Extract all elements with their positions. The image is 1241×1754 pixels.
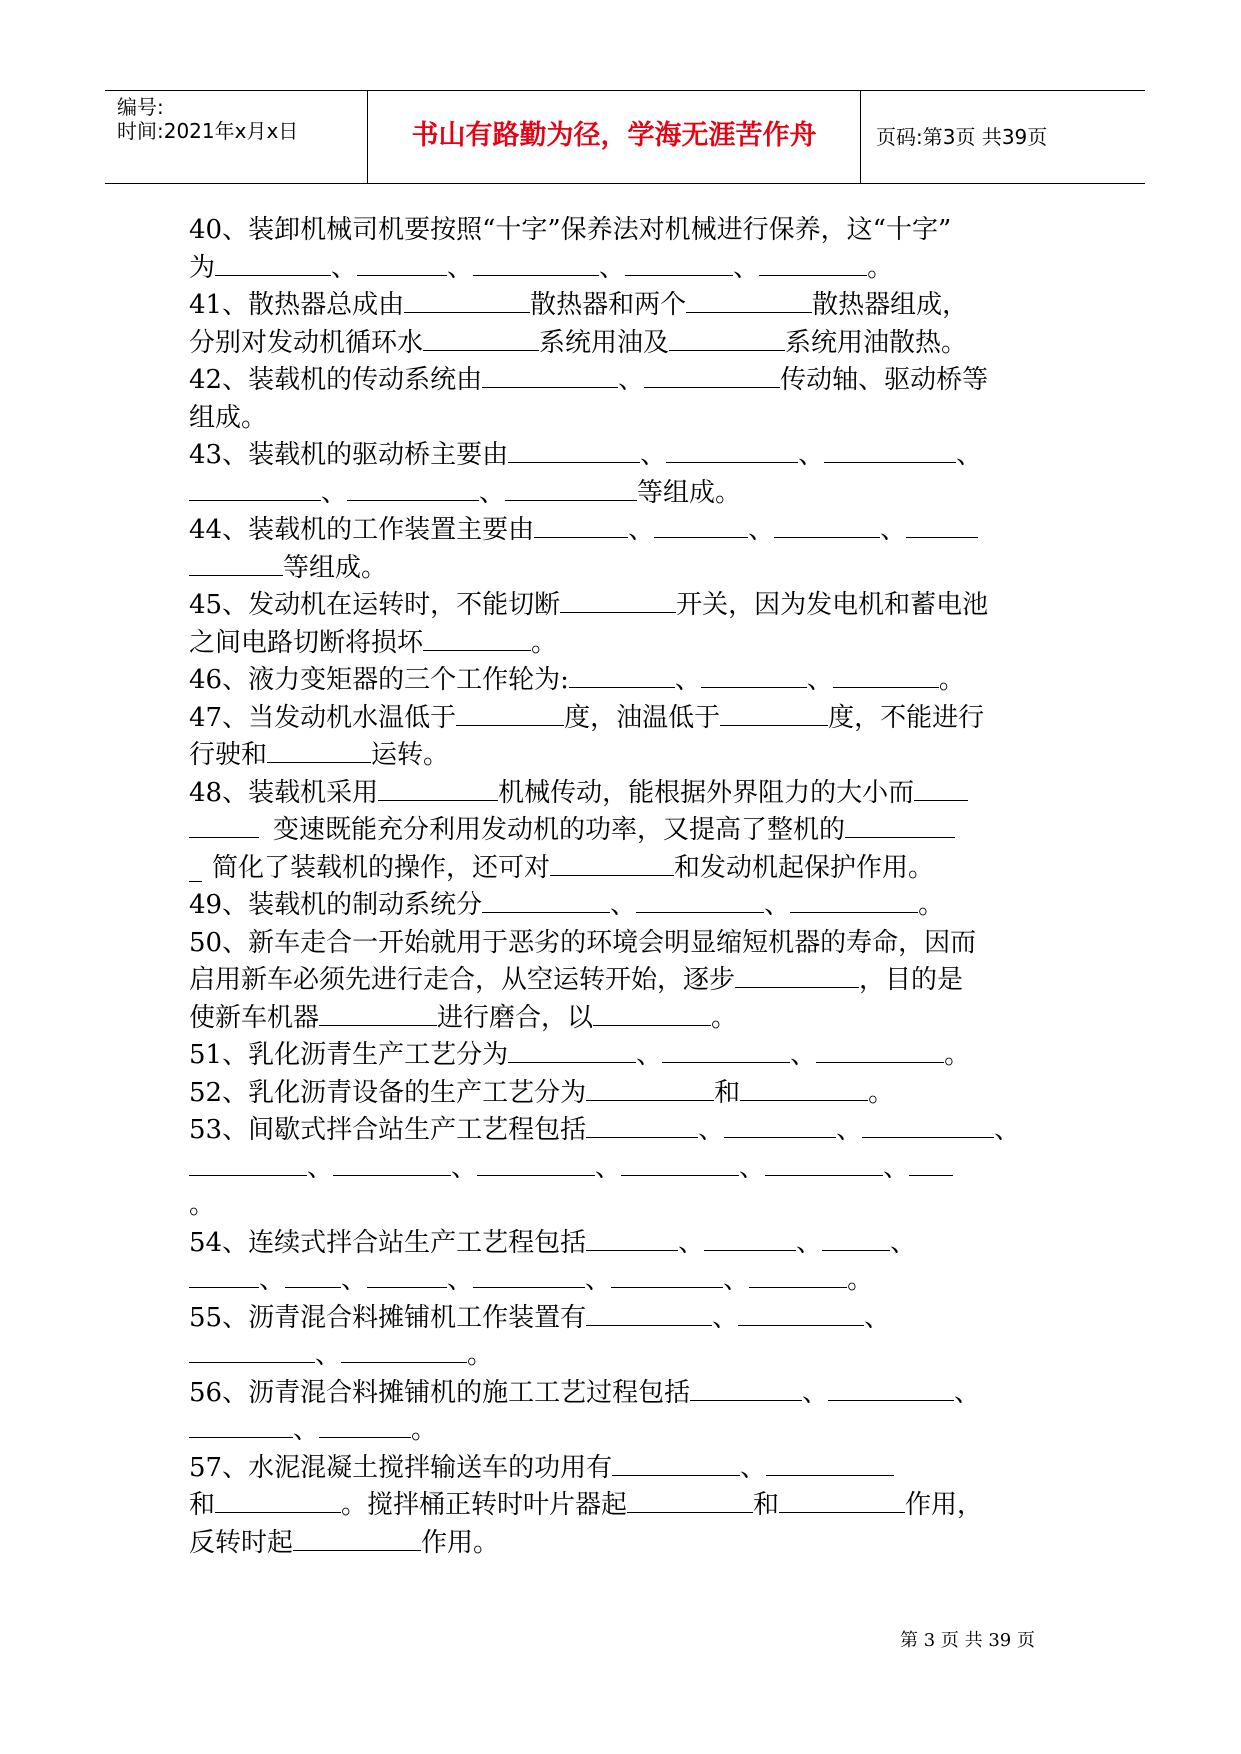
q50-text-2: 启用新车必须先进行走合，从空运转开始，逐步 xyxy=(189,965,736,995)
punct: 、 xyxy=(599,252,626,283)
q50-text-3: ，目的是 xyxy=(859,965,964,995)
punct: 、 xyxy=(636,1040,663,1070)
answer-blank[interactable] xyxy=(569,665,675,688)
question-53-line2 xyxy=(189,1150,1064,1188)
answer-blank[interactable] xyxy=(189,1340,315,1363)
answer-blank[interactable] xyxy=(267,738,371,763)
question-50-line1 xyxy=(189,925,1064,963)
q52-text: 52、乳化沥青设备的生产工艺分为 xyxy=(189,1077,587,1108)
answer-blank[interactable] xyxy=(740,1078,868,1101)
answer-blank[interactable] xyxy=(766,1451,894,1476)
answer-blank[interactable] xyxy=(508,438,640,463)
q44-text: 44、装载机的工作装置主要由 xyxy=(189,515,535,545)
punct: 、 xyxy=(733,252,760,283)
answer-blank[interactable] xyxy=(735,963,859,988)
answer-blank[interactable] xyxy=(357,251,447,276)
punct: 、 xyxy=(790,1040,817,1070)
answer-blank[interactable] xyxy=(862,1115,994,1138)
q42-text-3: 组成。 xyxy=(189,402,268,433)
answer-blank[interactable] xyxy=(824,438,956,463)
question-53-line3 xyxy=(189,1187,1064,1225)
answer-blank[interactable] xyxy=(625,251,733,276)
question-41-line1 xyxy=(189,287,1064,325)
question-48-line1 xyxy=(189,775,1064,813)
question-57-line1 xyxy=(189,1450,1064,1488)
question-48-line3 xyxy=(189,850,1064,888)
answer-blank[interactable] xyxy=(189,813,259,838)
answer-blank[interactable] xyxy=(189,1153,307,1176)
answer-blank[interactable] xyxy=(423,326,539,351)
punct: 。 xyxy=(938,665,965,695)
question-47-line1 xyxy=(189,700,1064,738)
punct: 、 xyxy=(864,1302,891,1333)
header-left-cell xyxy=(105,91,368,183)
punct: 。 xyxy=(868,1077,895,1108)
answer-blank[interactable] xyxy=(189,551,283,576)
punct: 、 xyxy=(890,1227,917,1258)
question-57-line2 xyxy=(189,1487,1064,1525)
q41-text-3: 散热器组成， xyxy=(812,290,969,320)
q57-text: 57、水泥混凝土搅拌输送车的功用有 xyxy=(189,1452,613,1483)
answer-blank[interactable] xyxy=(319,1001,437,1026)
question-45-line1 xyxy=(189,587,1064,625)
q43-text: 43、装载机的驱动桥主要由 xyxy=(189,440,509,470)
punct: 、 xyxy=(293,1415,320,1445)
question-44-line2 xyxy=(189,550,1064,588)
q53-text: 53、间歇式拌合站生产工艺程包括 xyxy=(189,1115,587,1145)
punct: 、 xyxy=(640,440,667,470)
answer-blank[interactable] xyxy=(456,703,564,726)
punct: 。 xyxy=(711,1002,738,1033)
punct: 、 xyxy=(307,1152,334,1183)
question-56-line1 xyxy=(189,1375,1064,1413)
punct: 、 xyxy=(806,665,833,695)
punct: 、 xyxy=(956,440,983,470)
answer-blank[interactable] xyxy=(586,1303,712,1326)
answer-blank[interactable] xyxy=(319,1413,411,1438)
answer-blank[interactable] xyxy=(586,1226,678,1251)
q47-text: 47、当发动机水温低于 xyxy=(189,702,457,733)
answer-blank[interactable] xyxy=(477,1153,595,1176)
q40-text-2: 为 xyxy=(189,252,216,283)
answer-blank[interactable] xyxy=(560,588,676,613)
answer-blank[interactable] xyxy=(833,665,939,688)
answer-blank[interactable] xyxy=(215,251,331,276)
punct: 、 xyxy=(315,1340,342,1370)
answer-blank[interactable] xyxy=(720,703,828,726)
question-56-line2 xyxy=(189,1412,1064,1450)
answer-blank[interactable] xyxy=(828,1376,954,1401)
question-55-line2 xyxy=(189,1337,1064,1375)
punct: 。 xyxy=(867,252,894,283)
q57-text-5: 作用， xyxy=(905,1490,984,1520)
answer-blank[interactable] xyxy=(293,1528,421,1551)
punct: 、 xyxy=(618,365,645,395)
q47-text-4: 行驶和 xyxy=(189,740,268,770)
question-42-line1 xyxy=(189,362,1064,400)
q41-text-5: 系统用油及 xyxy=(539,327,670,358)
punct: 、 xyxy=(341,1265,368,1295)
answer-blank[interactable] xyxy=(189,1265,259,1288)
answer-blank[interactable] xyxy=(189,476,321,501)
answer-blank[interactable] xyxy=(845,813,955,838)
punct: 。 xyxy=(918,890,945,920)
answer-blank[interactable] xyxy=(909,1153,953,1176)
answer-blank[interactable] xyxy=(790,890,918,913)
punct: 、 xyxy=(698,1115,725,1145)
answer-blank[interactable] xyxy=(378,776,498,801)
punct: 、 xyxy=(883,1152,910,1183)
q41-text-2: 散热器和两个 xyxy=(530,290,687,320)
q42-text-2: 传动轴、驱动桥等 xyxy=(780,365,989,395)
punct: 。 xyxy=(411,1415,438,1445)
q42-text: 42、装载机的传动系统由 xyxy=(189,365,483,395)
answer-blank[interactable] xyxy=(738,1303,864,1326)
answer-blank[interactable] xyxy=(701,665,807,688)
answer-blank[interactable] xyxy=(423,628,531,651)
page-header xyxy=(105,90,1145,184)
punct: 。 xyxy=(189,1190,216,1220)
q57-text-7: 作用。 xyxy=(421,1527,500,1558)
punct: 、 xyxy=(954,1377,981,1408)
question-43-line1 xyxy=(189,437,1064,475)
q55-text: 55、沥青混合料摊铺机工作装置有 xyxy=(189,1302,587,1333)
q44-text-2: 等组成。 xyxy=(283,552,388,583)
q50-text: 50、新车走合一开始就用于恶劣的环境会明显缩短机器的寿命，因而 xyxy=(189,927,977,958)
question-40-line1 xyxy=(189,212,1064,250)
q48-text: 48、装载机采用 xyxy=(189,777,379,808)
answer-blank[interactable] xyxy=(367,1265,447,1288)
document-number-label: 编号: xyxy=(117,95,164,119)
answer-blank[interactable] xyxy=(704,1226,796,1251)
question-50-line3 xyxy=(189,1000,1064,1038)
punct: 、 xyxy=(674,665,701,695)
answer-blank[interactable] xyxy=(586,1115,698,1138)
punct: 、 xyxy=(739,1152,766,1183)
question-44-line1 xyxy=(189,512,1064,550)
answer-blank[interactable] xyxy=(215,1490,341,1513)
q50-text-4: 使新车机器 xyxy=(189,1002,320,1033)
punct: 、 xyxy=(723,1265,750,1295)
question-57-line3 xyxy=(189,1525,1064,1563)
question-54-line1 xyxy=(189,1225,1064,1263)
q45-text: 45、发动机在运转时，不能切断 xyxy=(189,590,561,620)
punct: 、 xyxy=(740,1452,767,1483)
punct: 、 xyxy=(798,440,825,470)
answer-blank[interactable] xyxy=(690,1376,802,1401)
question-55-line1 xyxy=(189,1300,1064,1338)
header-middle-cell xyxy=(368,91,861,183)
q47-text-5: 运转。 xyxy=(371,740,450,770)
answer-blank[interactable] xyxy=(593,1001,711,1026)
answer-blank[interactable] xyxy=(404,288,530,313)
punct: 。 xyxy=(467,1340,494,1370)
q57-text-6: 反转时起 xyxy=(189,1527,294,1558)
question-41-line2 xyxy=(189,325,1064,363)
q56-text: 56、沥青混合料摊铺机的施工工艺过程包括 xyxy=(189,1377,691,1408)
punct: 、 xyxy=(802,1377,829,1408)
answer-blank[interactable] xyxy=(822,1226,890,1251)
answer-blank[interactable] xyxy=(482,363,618,388)
q49-text: 49、装载机的制动系统分 xyxy=(189,890,483,920)
q47-text-3: 度，不能进行 xyxy=(828,702,985,733)
punct: 、 xyxy=(880,515,907,545)
answer-blank[interactable] xyxy=(508,1040,636,1063)
punct: 、 xyxy=(836,1115,863,1145)
q48-text-4: 简化了装载机的操作，还可对 xyxy=(212,852,551,883)
q54-text: 54、连续式拌合站生产工艺程包括 xyxy=(189,1227,587,1258)
q50-text-5: 进行磨合，以 xyxy=(437,1002,594,1033)
question-45-line2 xyxy=(189,625,1064,663)
answer-blank[interactable] xyxy=(612,1451,740,1476)
punct: 、 xyxy=(447,252,474,283)
punct: 、 xyxy=(451,1152,478,1183)
question-52-line1 xyxy=(189,1075,1064,1113)
answer-blank[interactable] xyxy=(473,251,599,276)
page-footer: 第 3 页 共 39 页 xyxy=(900,1630,1035,1651)
answer-blank[interactable] xyxy=(779,1490,905,1513)
answer-blank[interactable] xyxy=(473,1265,585,1288)
answer-blank[interactable] xyxy=(611,1265,723,1288)
q47-text-2: 度，油温低于 xyxy=(564,702,721,733)
answer-blank[interactable] xyxy=(816,1040,944,1063)
header-motto: 书山有路勤为径，学海无涯苦作舟 xyxy=(411,120,817,151)
answer-blank[interactable] xyxy=(774,513,880,538)
answer-blank[interactable] xyxy=(621,1153,739,1176)
punct: 、 xyxy=(628,515,655,545)
q51-text: 51、乳化沥青生产工艺分为 xyxy=(189,1040,509,1070)
answer-blank[interactable] xyxy=(534,513,628,538)
question-51-line1 xyxy=(189,1037,1064,1075)
time-label: 时间:2021年x月x日 xyxy=(117,119,299,143)
question-40-line2 xyxy=(189,250,1064,288)
header-page-number: 页码:第3页 共39页 xyxy=(876,125,1048,149)
punct: 。 xyxy=(531,627,558,658)
punct: 、 xyxy=(585,1265,612,1295)
q57-text-3: 。搅拌桶正转时叶片器起 xyxy=(341,1490,628,1520)
question-42-line2 xyxy=(189,400,1064,438)
header-right-cell xyxy=(862,91,1145,183)
question-47-line2 xyxy=(189,737,1064,775)
punct: 、 xyxy=(610,890,637,920)
answer-blank[interactable] xyxy=(914,776,968,801)
answer-blank[interactable] xyxy=(662,1040,790,1063)
answer-blank[interactable] xyxy=(669,326,785,351)
answer-blank[interactable] xyxy=(765,1153,883,1176)
question-49-line1 xyxy=(189,887,1064,925)
q48-text-3: 变速既能充分利用发动机的功率，又提高了整机的 xyxy=(273,815,846,845)
answer-blank[interactable] xyxy=(627,1490,753,1513)
answer-blank[interactable] xyxy=(482,890,610,913)
question-46-line1 xyxy=(189,662,1064,700)
answer-blank[interactable] xyxy=(759,251,867,276)
answer-blank[interactable] xyxy=(189,1413,293,1438)
question-50-line2 xyxy=(189,962,1064,1000)
question-43-line2 xyxy=(189,475,1064,513)
punct: 。 xyxy=(847,1265,874,1295)
question-53-line1 xyxy=(189,1112,1064,1150)
q43-text-2: 等组成。 xyxy=(637,477,742,508)
q41-text-6: 系统用油散热。 xyxy=(785,327,968,358)
punct: 、 xyxy=(994,1115,1021,1145)
punct: 、 xyxy=(595,1152,622,1183)
q41-text-4: 分别对发动机循环水 xyxy=(189,327,424,358)
q46-text: 46、液力变矩器的三个工作轮为: xyxy=(189,665,569,695)
q45-text-3: 之间电路切断将损坏 xyxy=(189,627,424,658)
answer-blank[interactable] xyxy=(550,853,674,876)
q57-text-2: 和 xyxy=(189,1490,216,1520)
question-54-line2 xyxy=(189,1262,1064,1300)
question-48-line2 xyxy=(189,812,1064,850)
punct: 、 xyxy=(259,1265,286,1295)
answer-blank[interactable] xyxy=(906,513,978,538)
punct: _ xyxy=(189,852,202,883)
punct: 、 xyxy=(712,1302,739,1333)
punct: 、 xyxy=(796,1227,823,1258)
answer-blank[interactable] xyxy=(666,438,798,463)
q57-text-4: 和 xyxy=(753,1490,780,1520)
punct: 。 xyxy=(944,1040,971,1070)
answer-blank[interactable] xyxy=(636,890,764,913)
answer-blank[interactable] xyxy=(285,1265,341,1288)
answer-blank[interactable] xyxy=(724,1115,836,1138)
answer-blank[interactable] xyxy=(347,476,479,501)
punct: 、 xyxy=(331,252,358,283)
punct: 、 xyxy=(447,1265,474,1295)
q48-text-2: 机械传动，能根据外界阻力的大小而 xyxy=(498,777,915,808)
answer-blank[interactable] xyxy=(333,1153,451,1176)
q52-text-2: 和 xyxy=(714,1077,741,1108)
punct: 、 xyxy=(764,890,791,920)
answer-blank[interactable] xyxy=(654,513,748,538)
punct: 、 xyxy=(678,1227,705,1258)
q45-text-2: 开关，因为发电机和蓄电池 xyxy=(676,590,989,620)
punct: 、 xyxy=(321,477,348,508)
answer-blank[interactable] xyxy=(686,288,812,313)
q40-text: 40、装卸机械司机要按照“十字”保养法对机械进行保养，这“十字” xyxy=(189,215,952,245)
answer-blank[interactable] xyxy=(586,1078,714,1101)
answer-blank[interactable] xyxy=(644,363,780,388)
q48-text-5: 和发动机起保护作用。 xyxy=(674,852,935,883)
punct: 、 xyxy=(479,477,506,508)
answer-blank[interactable] xyxy=(505,476,637,501)
answer-blank[interactable] xyxy=(341,1340,467,1363)
punct: 、 xyxy=(748,515,775,545)
q41-text: 41、散热器总成由 xyxy=(189,290,405,320)
question-list xyxy=(189,212,1064,1562)
answer-blank[interactable] xyxy=(749,1265,847,1288)
